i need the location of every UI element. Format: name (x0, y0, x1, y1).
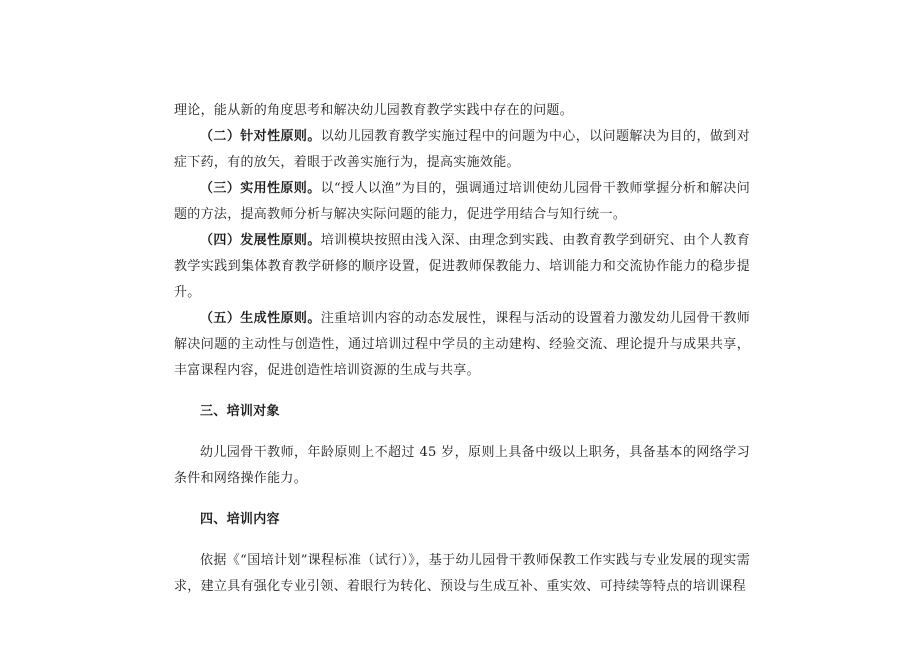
principle-lead: （五）生成性原则。 (200, 311, 321, 326)
paragraph-principle-generative (174, 306, 750, 384)
principle-body: 以“授人以渔”为目的，强调通过培训使幼儿园骨干教师掌握分析和解决问题的方法，提高教师分析与解决实际问题的能力，促进学用结合与知行统一。 (174, 181, 750, 222)
spacer (174, 492, 750, 507)
section-heading-training-targets: 三、培训对象 (200, 404, 280, 419)
principle-lead: （四）发展性原则。 (200, 233, 321, 248)
spacer (174, 384, 750, 399)
principle-lead: （三）实用性原则。 (200, 181, 321, 196)
paragraph-principle-developmental (174, 228, 750, 306)
paragraph-training-targets: 幼儿园骨干教师，年龄原则上不超过 45 岁，原则上具备中级以上职务，具备基本的网络学习条件和网络操作能力。 (174, 445, 750, 486)
paragraph-training-content: 依据《“国培计划”课程标准（试行）》，基于幼儿园骨干教师保教工作实践与专业发展的现实需求，建立具有强化专业引领、着眼行为转化、预设与生成互补、重实效、可持续等特点的培训课程 (174, 553, 750, 594)
paragraph-principle-practical (174, 176, 750, 228)
paragraph-intro-tail: 理论，能从新的角度思考和解决幼儿园教育教学实践中存在的问题。 (174, 103, 574, 118)
principle-body: 培训模块按照由浅入深、由理念到实践、由教育教学到研究、由个人教育教学实践到集体教育教学研修的顺序设置，促进教师保教能力、培训能力和交流协作能力的稳步提升。 (174, 233, 750, 300)
section-heading-training-content: 四、培训内容 (200, 512, 280, 527)
principle-body: 注重培训内容的动态发展性，课程与活动的设置着力激发幼儿园骨干教师解决问题的主动性与创造性，通过培训过程中学员的主动建构、经验交流、理论提升与成果共享，丰富课程内容，促进创造性培训资源的生成与共享。 (174, 311, 750, 378)
spacer (174, 533, 750, 548)
principle-body: 以幼儿园教育教学实施过程中的问题为中心，以问题解决为目的，做到对症下药，有的放矢，着眼于改善实施行为，提高实施效能。 (174, 129, 750, 170)
paragraph-principle-targeted (174, 124, 750, 176)
principle-lead: （二）针对性原则。 (200, 129, 321, 144)
document-body (174, 98, 750, 600)
spacer (174, 425, 750, 440)
